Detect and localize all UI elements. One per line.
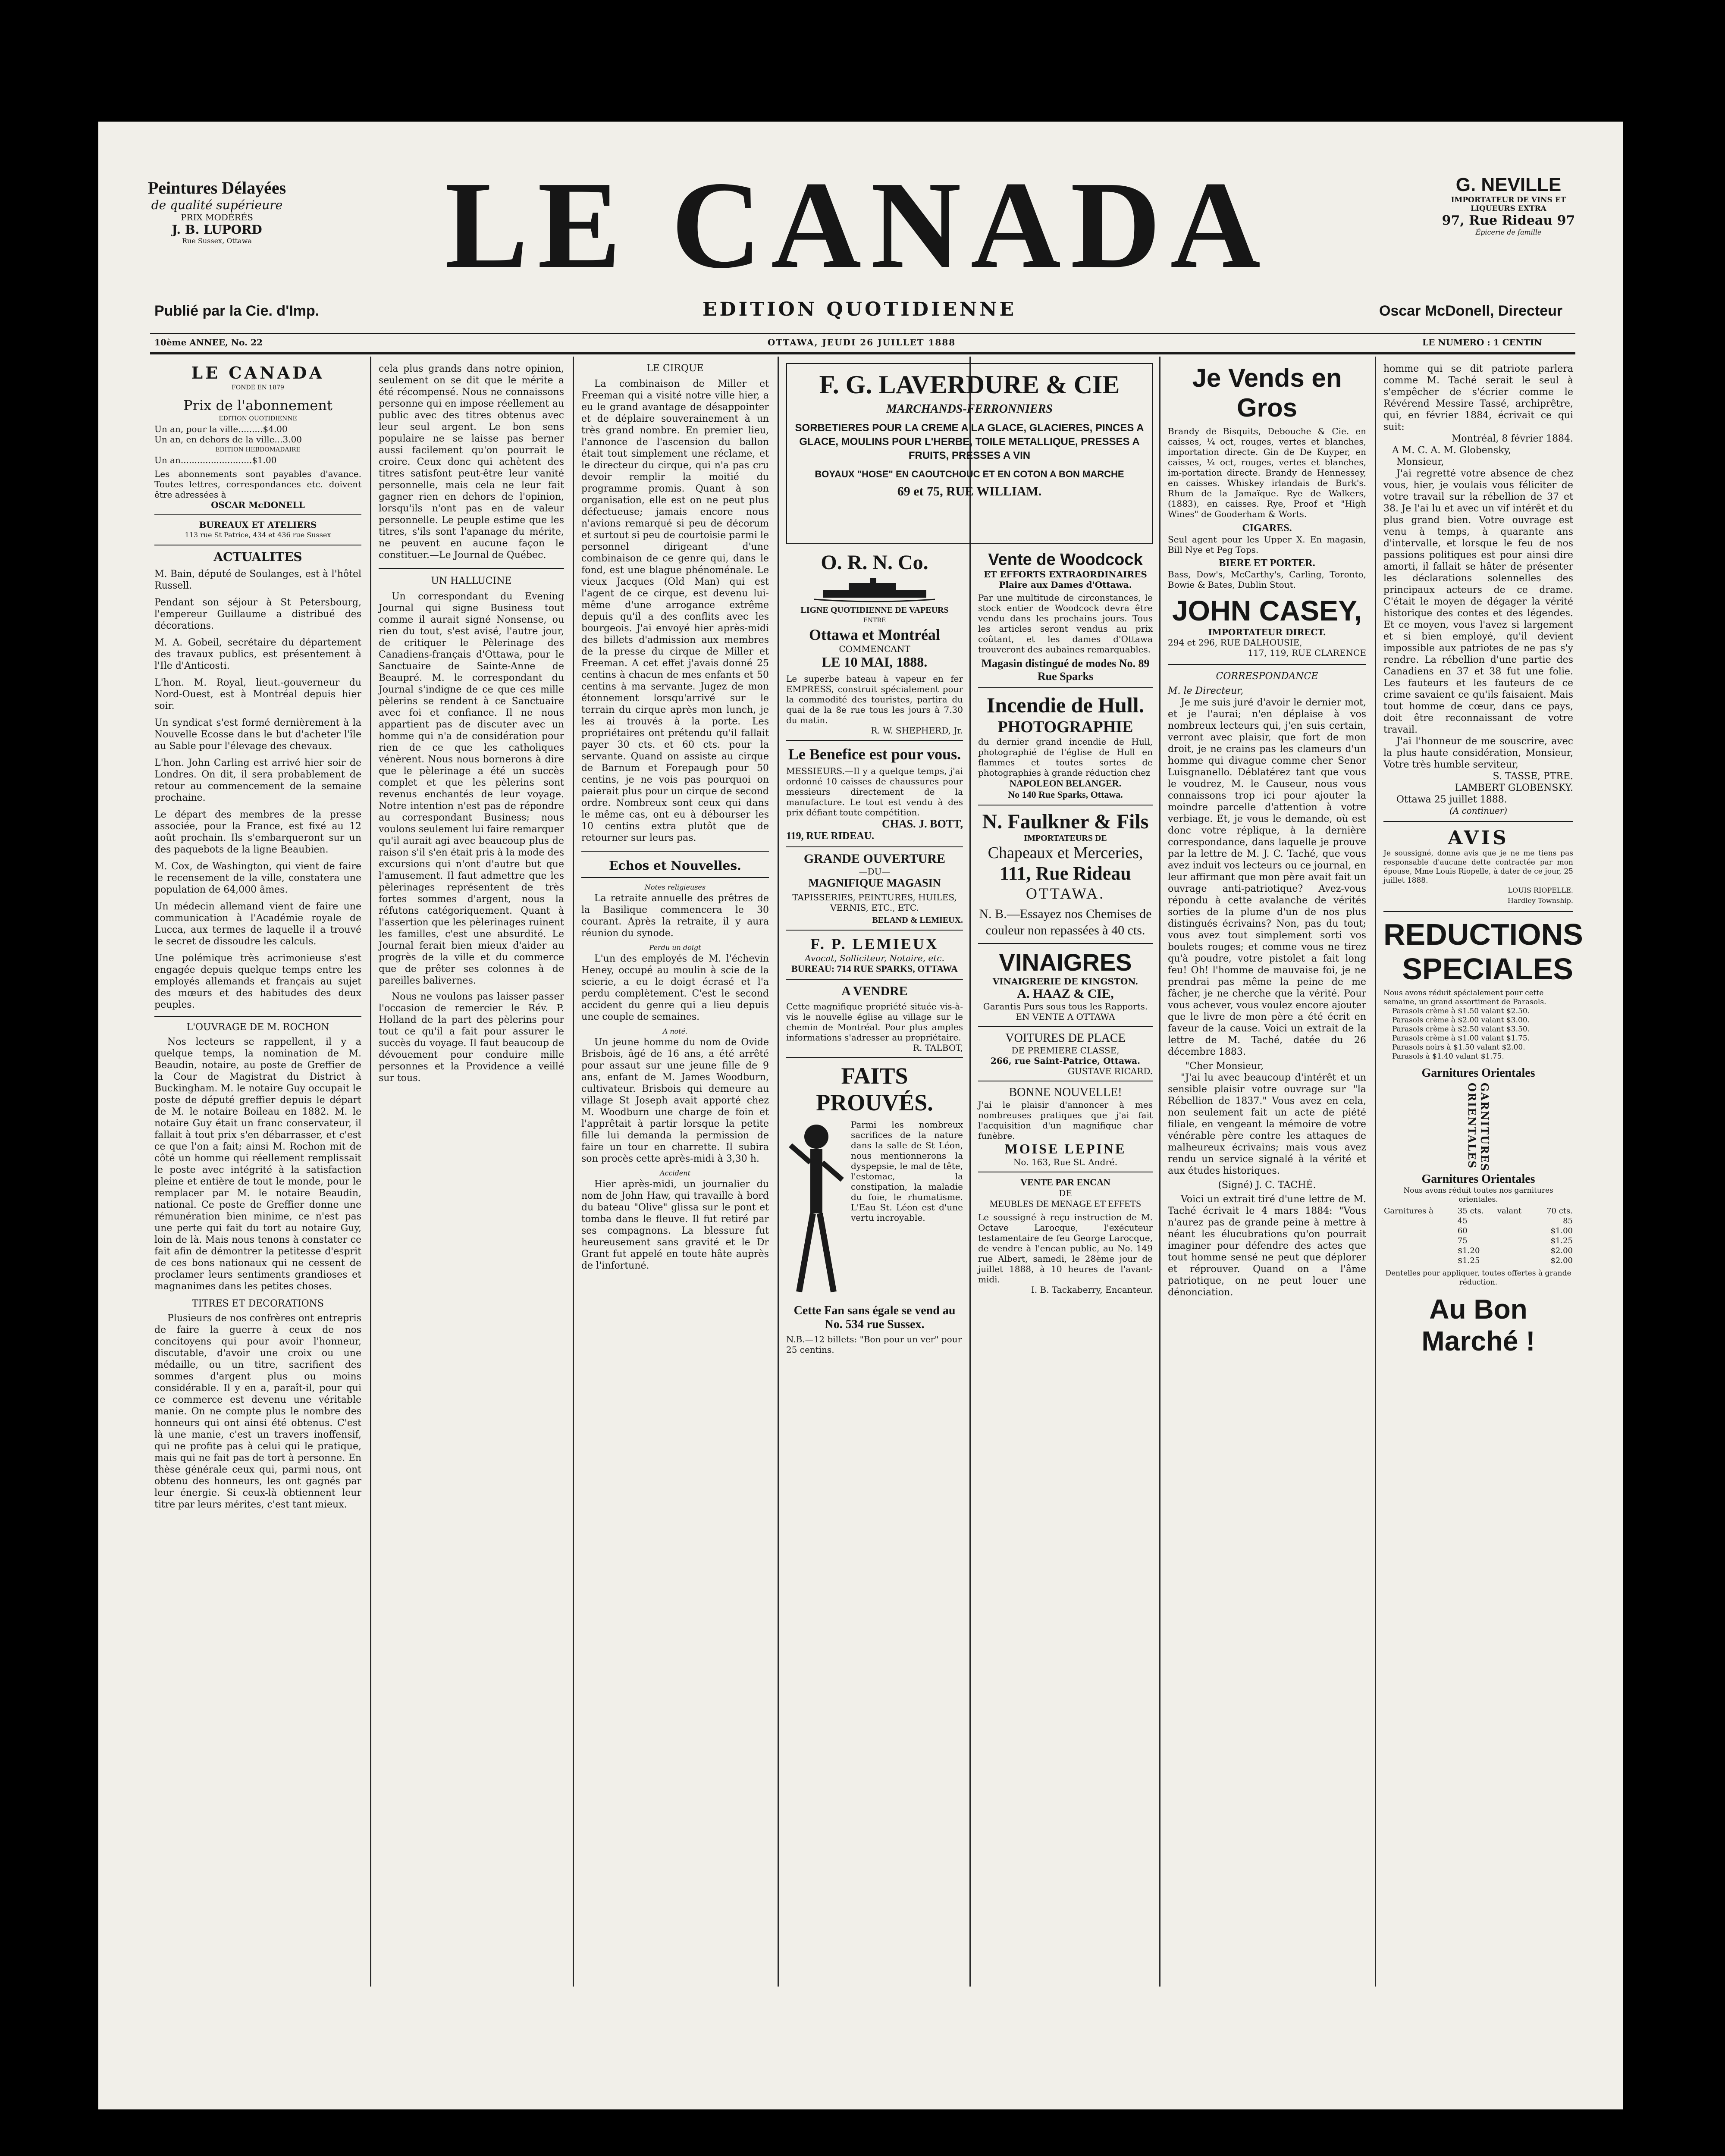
letter-recipient: A M. C. A. M. Globensky, (1392, 445, 1512, 456)
ad-title: F. P. LEMIEUX (810, 935, 939, 953)
ad-text: Chapeaux et Merceries, (988, 844, 1143, 862)
section-rule (786, 930, 963, 931)
section-rule (1383, 821, 1573, 822)
letter-signature: LAMBERT GLOBENSKY. (1455, 783, 1573, 793)
article-title: L'OUVRAGE DE M. ROCHON (186, 1022, 329, 1033)
ad-title: SPECIALES (1402, 952, 1573, 986)
masthead-rule (150, 333, 1575, 334)
column-3 (581, 363, 769, 1272)
ad-text: Magasin distingué de modes No. 89 Rue Sparks (981, 657, 1150, 683)
subsection-title: A noté. (662, 1027, 688, 1035)
article-body: Nos lecteurs se rappellent, il y a quelque temps, la nomination de M. Beaudin, notaire, au poste de Greffier de la Cour de Magistrat du District à Buckingham. M. le notaire Guy occupait le poste de député greffier depuis le départ de M. le notaire Boileau en 1882. M. le notaire Guy était un franc conservateur, il fallait à tout prix s'en débarrasser, et c'est ce que l'on a fait; ainsi M. Rochon mit de côté un homme qui réellement remplissait le poste avec intégrité à la satisfaction pleine et entière de tout le monde, pour le remplacer par M. le notaire Beaudin, national. Ce poste de Greffier donne une rémunération bien minime, ce n'est pas une perte qui fait du tort au notaire Guy, loin de là. Mais nous tenons à constater ce fait afin de démontrer la petitesse d'esprit de ces bons nationaux qui ne cessent de proclamer leurs sentiments grandioses et magnanimes dans les petites choses. (154, 1037, 361, 1292)
newspaper-page (98, 122, 1623, 2109)
ad-subtitle: Garnitures Orientales (1421, 1066, 1535, 1080)
article-body: Hier après-midi, un journalier du nom de John Haw, qui travaille à bord du bateau "Olive" glissa sur le pont et tomba dans le fleuve. Il fut retiré par ses compagnons. La blessure fut heureusement sans gravité et le Dr Grant fut appelé en toute hâte auprès de l'infortuné. (581, 1179, 769, 1271)
ad-address: 266, rue Saint-Patrice, Ottawa. (990, 1056, 1141, 1066)
column-1 (154, 363, 361, 1510)
table-cell: $1.00 (1550, 1226, 1573, 1235)
news-item: L'hon. M. Royal, lieut.-gouverneur du Nord-Ouest, est à Montréal depuis hier soir. (154, 677, 361, 711)
addressee: OSCAR McDONELL (211, 500, 305, 510)
letter-date: Ottawa 25 juillet 1888. (1396, 794, 1507, 805)
table-cell (1383, 1246, 1457, 1256)
quote-signature: (Signé) J. C. TACHÉ. (1218, 1180, 1316, 1191)
issue-price: LE NUMERO : 1 CENTIN (1422, 337, 1542, 348)
ad-subtitle: Garnitures Orientales (1421, 1172, 1535, 1186)
vertical-heading: GARNITURES ORIENTALES (1466, 1083, 1491, 1172)
table-row (1383, 1236, 1573, 1246)
box-title: LE CANADA (191, 363, 325, 382)
quote-body: "J'ai lu avec beaucoup d'intérêt et un sensible plaisir votre ouvrage sur "la Rébellion de 1837." Vous avez en cela, non seulement fait un acte de piété filiale, en vengeant la mémoire de votre vénérable père contre les attaques de malheureux écrivains; mais vous avez rendu un service signalé à la vérité et aux études historiques. (1168, 1072, 1366, 1176)
ad-address: 294 et 296, RUE DALHOUSIE, (1168, 637, 1302, 648)
table-cell (1497, 1256, 1534, 1266)
ad-title: BONNE NOUVELLE! (1009, 1086, 1122, 1099)
ad-body: Nous avons réduit toutes nos garnitures orientales. (1403, 1186, 1553, 1204)
ad-subtitle: MAGNIFIQUE MAGASIN (808, 877, 941, 889)
ad-subtitle: DE PREMIERE CLASSE, (1011, 1045, 1120, 1056)
ad-route: Ottawa et Montréal (809, 626, 940, 643)
ad-address: No. 163, Rue St. André. (1013, 1157, 1118, 1167)
avis-title: AVIS (1448, 827, 1509, 849)
ad-body: J'ai le plaisir d'annoncer à mes nombreuses pratiques que j'ai fait l'acquisition d'un magnifique char funèbre. (978, 1100, 1153, 1141)
ad-body: Bass, Dow's, McCarthy's, Carling, Toronto, Bowie & Bates, Dublin Stout. (1168, 569, 1366, 590)
article-title: LE CIRQUE (646, 363, 704, 374)
ad-address: 117, 119, RUE CLARENCE (1248, 648, 1366, 658)
table-cell (1383, 1226, 1457, 1236)
section-rule (786, 846, 963, 847)
column-divider (778, 357, 779, 1987)
news-item: Une polémique très acrimonieuse s'est engagée depuis quelque temps entre les employés allemands et français au sujet des mœurs et des habitudes des deux peuples. (154, 953, 361, 1010)
ad-title: Incendie de Hull. (986, 693, 1145, 717)
ad-city: OTTAWA. (1026, 885, 1105, 902)
article-body: homme qui se dit patriote parlera comme M. Taché serait le seul à s'empêcher de s'écrier comme le Révérend Messire Tassé, archiprêtre, qui, en février 1884, écrivait ce qui suit: (1383, 364, 1573, 432)
table-row (1383, 1256, 1573, 1266)
price-line: Parasols crème à $2.50 valant $3.50. (1392, 1025, 1530, 1034)
ad-signature: GUSTAVE RICARD. (1067, 1066, 1153, 1076)
table-cell (1383, 1236, 1457, 1246)
news-item: M. A. Gobeil, secrétaire du département des travaux publics, est présentement à l'Ile d'Anticosti. (154, 637, 361, 671)
ad-body: Seul agent pour les Upper X. En magasin, Bill Nye et Peg Tops. (1168, 534, 1366, 555)
section-title: Echos et Nouvelles. (609, 859, 741, 873)
news-item: Un syndicat s'est formé dernièrement à la Nouvelle Ecosse dans le but d'acheter l'île au Sable pour l'élevage des chevaux. (154, 718, 361, 752)
letter-signature: S. TASSE, PTRE. (1493, 771, 1573, 782)
ad-subtitle: ET EFFORTS EXTRAORDINAIRES (984, 569, 1147, 580)
section-rule (1168, 664, 1366, 665)
ad-title: Vente de Woodcock (988, 551, 1143, 569)
article-title: UN HALLUCINE (431, 576, 512, 586)
column-5 (978, 551, 1153, 1295)
section-rule (154, 514, 361, 515)
avis-place: Hardley Township. (1507, 896, 1573, 905)
steamboat-icon (810, 577, 939, 603)
edition-line: EDITION QUOTIDIENNE (702, 298, 1017, 320)
left-ad-line: Peintures Délayées (147, 178, 286, 197)
ad-name: CHAS. J. BOTT, (881, 818, 963, 830)
ad-date: LE 10 MAI, 1888. (822, 654, 928, 670)
left-ad-line: PRIX MODÉRÉS (181, 212, 253, 222)
article-body: Nous ne voulons pas laisser passer l'occasion de remercier le Rév. P. Holland de la part des pèlerins pour tout ce qu'il a fait pour assurer le succès du voyage. Il faut beaucoup de dévouement pour conduire mille personnes et la Providence a veillé sur tous. (379, 991, 564, 1084)
ad-body: Par une multitude de circonstances, le stock entier de Woodcock devra être vendu dans les prochains jours. Tous les articles seront vendus au prix coûtant, et les dames d'Ottawa trouveront des aubaines remarquables. (978, 592, 1153, 655)
ad-address: 111, Rue Rideau (1000, 863, 1131, 884)
price-line: Parasols crème à $1.50 valant $2.50. (1392, 1007, 1530, 1015)
article-body: Je me suis juré d'avoir le dernier mot, et je l'aurai; n'en déplaise à vos nombreux lecteurs qui, j'en suis certain, verront avec plaisir, que fort de mon droit, je ne crains pas les clameurs d'un homme qui divague comme cher Senor Luisgnanello. Déblatérez tant que vous le voudrez, M. le Causeur, nous vous connaissons trop ici pour ajouter la moindre parcelle d'attention à votre verbiage. Et, je vous le demande, où est donc votre réplique, à la dernière correspondance, dans laquelle je prouve par la lettre de M. J. C. Taché, que vous avez induit vos lecteurs ou ce journal, en leur affirmant que mon père avait fait un ouvrage anti-patriotique? Avez-vous répondu à cette avalanche de vérités sorties de la plume d'un de nos plus distingués écrivains? Non, pas du tout; vous avez tout simplement sorti vos boulets rouges; et comme vous ne tirez qu'à poudre, votre pistolet a fait long feu! Oh! l'homme de mauvaise foi, je ne prendrai pas même la peine de me fâcher, je ne cherche que la vérité. Pour vous achever, vous voulez encore ajouter que le livre de mon père a été écrit en faveur de la cause. Voici un extrait de la lettre de M. Taché, datée du 26 décembre 1883. (1168, 697, 1366, 1057)
right-ad-line: Épicerie de famille (1475, 228, 1542, 236)
ad-subtitle: BIERE ET PORTER. (1219, 558, 1315, 569)
ad-text: —DU— (859, 866, 891, 877)
ad-subtitle: VINAIGRERIE DE KINGSTON. (992, 976, 1138, 987)
letter-salutation: M. le Directeur, (1168, 686, 1244, 696)
continued-note: (A continuer) (1449, 805, 1508, 816)
table-cell: 60 (1457, 1226, 1468, 1235)
right-ad-line: G. NEVILLE (1455, 174, 1562, 195)
ad-subtitle: Plaire aux Dames d'Ottawa. (999, 580, 1132, 590)
price-line: Parasols crème à $2.00 valant $3.00. (1392, 1016, 1530, 1025)
table-cell: 75 (1457, 1236, 1468, 1245)
article-body: Un correspondant du Evening Journal qui signe Business tout comme il aurait signé Nonsense, ou rien du tout, s'est avisé, l'autre jour, de critiquer le Pèlerinage des Canadiens-français d'Ottawa, pour le Sanctuaire de Sainte-Anne de Beaupré. M. le correspondant du Journal s'indigne de ce que ces mille pèlerins se rendent à ce Sanctuaire avec foi et confiance. Il ne nous appartient pas de discuter avec un homme qui n'a de considération pour rien de ce que les catholiques vénèrent. Nous nous bornerons à dire que le pèlerinage a été un succès complet et que les pèlerins sont revenus enchantés de leur voyage. Notre intention n'est pas de répondre au correspondant Business; nous voulons seulement lui faire remarquer qu'il aurait agi avec beaucoup plus de raison s'il s'en était pris à la mode des excursions qui n'ont d'autre but que l'amusement. Il faut admettre que les pèlerinages représentent de très fortes sommes d'argent, nous la réfutons catégoriquement. Quant à l'assertion que les pèlerinages ruinent les familles, c'est une absurdité. Le Journal ferait bien mieux d'aider au progrès de la ville et du commerce que de prêter ses colonnes à de pareilles balivernes. (379, 591, 564, 986)
issue-number: 10ème ANNEE, No. 22 (154, 337, 263, 348)
table-cell (1497, 1216, 1534, 1226)
news-item: Le départ des membres de la presse associée, pour la France, est fixé au 12 août prochain. Ils s'embarqueront sur un des paquebots de la ligne Beaubien. (154, 809, 361, 855)
ad-subtitle: CIGARES. (1242, 523, 1292, 534)
right-ad-line: IMPORTATEUR DE VINS ET (1451, 196, 1566, 204)
news-item: M. Bain, député de Soulanges, est à l'hôtel Russell. (154, 569, 361, 591)
ad-text: BOYAUX "HOSE" EN CAOUTCHOUC ET EN COTON A BON MARCHE (815, 469, 1124, 479)
article-title: TITRES ET DECORATIONS (192, 1298, 324, 1309)
ad-text: TAPISSERIES, PEINTURES, HUILES, VERNIS, ETC., ETC. (792, 892, 957, 913)
ad-signature: BELAND & LEMIEUX. (872, 915, 963, 925)
ad-name: NAPOLEON BELANGER. (1009, 778, 1122, 789)
table-cell: 70 cts. (1546, 1206, 1573, 1216)
subscription-line: Un an, pour la ville.........$4.00 (154, 424, 288, 434)
subsection-title: Notes religieuses (644, 883, 706, 891)
dateline-rule (150, 352, 1575, 354)
actualites-title: ACTUALITES (213, 550, 302, 564)
left-ad-line: J. B. LUPORD (172, 222, 262, 237)
ad-body: Cette magnifique propriété située vis-à-vis le nouvelle église au village sur le chemin de Montréal. Pour plus amples informations s'adresser au propriétaire. (786, 1001, 963, 1043)
news-item: Un médecin allemand vient de faire une communication à l'Académie royale de Lucca, aux termes de laquelle il a trouvé le secret de dissoudre les calculs. (154, 901, 361, 947)
ad-subtitle: MEUBLES DE MENAGE ET EFFETS (989, 1198, 1142, 1209)
ad-title: O. R. N. Co. (821, 551, 928, 574)
masthead-left-ad (146, 178, 288, 245)
column-2 (379, 363, 564, 1084)
letter-body: J'ai regretté votre absence de chez vous, hier, je voulais vous féliciter de votre travail sur la rébellion de 37 et 38. Je l'ai lu et avec un vif intérêt et du plus grand bien. Votre ouvrage est venu à temps, à quarante ans d'intervalle, et lorsque le feu de nos passions politiques est pour ainsi dire amorti, il fallait se hâter de présenter les déclarations solennelles des principaux acteurs de ce drame. C'était le moyen de dégager la vérité historique des contes et des légendes. Et ce moyen, vous l'avez si largement et si bien employé, qu'il devient impossible aux patriotes de ne pas s'y rendre. La rébellion d'une partie des Canadiens en 37 et 38 fut une folie. Les fauteurs et les fauteurs de ce crime savaient ce qu'ils faisaient. Mais tout homme de cœur, dans ce pays, doit être reconnaissant de votre travail. (1383, 468, 1573, 735)
ad-body: du dernier grand incendie de Hull, photographié de l'église de Hull en flammes et toutes sortes de photographies à grande réduction chez (978, 736, 1153, 778)
table-cell (1497, 1246, 1534, 1256)
price-line: Parasols à $1.40 valant $1.75. (1392, 1052, 1504, 1061)
ad-text: COMMENCANT (839, 644, 910, 654)
ad-title: VOITURES DE PLACE (1005, 1031, 1126, 1045)
price-line: Parasols crème à $1.00 valant $1.75. (1392, 1034, 1530, 1043)
table-cell (1497, 1236, 1534, 1246)
ad-title: A VENDRE (841, 984, 908, 998)
ad-text: DE (1059, 1188, 1072, 1198)
ad-signature: I. B. Tackaberry, Encanteur. (1031, 1285, 1153, 1295)
quote-title: "Cher Monsieur, (1185, 1061, 1264, 1072)
ad-subtitle: LIGNE QUOTIDIENNE DE VAPEURS (800, 605, 949, 615)
ad-laverdure (786, 363, 1153, 544)
ad-subtitle: IMPORTATEURS DE (1024, 834, 1107, 843)
ad-subtitle: MARCHANDS-FERRONNIERS (886, 402, 1053, 416)
section-rule (978, 687, 1153, 688)
article-body: La retraite annuelle des prêtres de la Basilique commencera le 30 courant. Après la retraite, il y aura réunion du synode. (581, 893, 769, 939)
letter-date: Montréal, 8 février 1884. (1451, 433, 1573, 444)
left-ad-line: de qualité supérieure (151, 198, 283, 212)
table-cell (1383, 1256, 1457, 1266)
ad-title: GRANDE OUVERTURE (803, 852, 946, 866)
ad-name: MOISE LEPINE (1004, 1141, 1126, 1156)
news-item: Pendant son séjour à St Petersbourg, l'empereur Guillaume a distribué des décorations. (154, 597, 361, 631)
ad-body: MESSIEURS.—Il y a quelque temps, j'ai ordonné 10 caisses de chaussures pour messieurs directement de la manufacture. Le tout est vendu à des prix défiant toute compétition. (786, 766, 963, 818)
ad-name: JOHN CASEY, (1172, 595, 1362, 627)
masthead-title: LE CANADA (445, 156, 1270, 294)
dancing-figure-icon (786, 1119, 847, 1300)
section-rule (581, 877, 769, 878)
table-cell: 35 cts. (1457, 1206, 1484, 1216)
subscription-line: Un an, en dehors de la ville...3.00 (154, 434, 302, 445)
ad-address: No 140 Rue Sparks, Ottawa. (1008, 789, 1123, 800)
column-4 (786, 551, 963, 1355)
article-title: CORRESPONDANCE (1216, 671, 1318, 682)
table-cell: $1.20 (1457, 1246, 1480, 1255)
table-cell: valant (1497, 1206, 1522, 1216)
ad-text: N.B.—12 billets: "Bon pour un ver" pour 25 centins. (786, 1334, 962, 1355)
subscription-notice: Les abonnements sont payables d'avance. Toutes lettres, correspondances etc. doivent être adressées à (154, 469, 361, 500)
ad-title: N. Faulkner & Fils (982, 810, 1149, 833)
box-subtitle: FONDÉ EN 1879 (232, 384, 284, 391)
director-line: Oscar McDonell, Directeur (1379, 303, 1563, 319)
table-cell: 45 (1457, 1216, 1468, 1225)
ad-title: REDUCTIONS (1383, 918, 1583, 951)
right-ad-line: 97, Rue Rideau 97 (1442, 213, 1575, 228)
table-row (1383, 1226, 1573, 1236)
column-divider (370, 357, 371, 1987)
offices-title: BUREAUX ET ATELIERS (199, 520, 317, 530)
ad-body: Brandy de Bisquits, Debouche & Cie. en caisses, ¼ oct, rouges, vertes et blanches, importation directe. Gin de De Kuyper, en caisses, ¼ oct, rouges, vertes et blanches, im-portation directe. Brandy de Hennessey, en caisses. Whiskey irlandais de Burk's. Rhum de la Jamaïque. Rye de Walkers, (1883), en caisses. Rye, Proof et "High Wines" de Gooderham & Worts. (1168, 426, 1366, 519)
section-rule (581, 851, 769, 852)
article-body: Voici un extrait tiré d'une lettre de M. Taché écrivait le 4 mars 1884: "Vous n'aurez pas de grande peine à mettre à néant les élucubrations qu'on pourrait imaginer pour défendre des actes que tout homme sensé ne peut que déplorer et réprouver. Quand on a l'âme patriotique, on ne peut louer une dénonciation. (1168, 1194, 1366, 1298)
ad-address: BUREAU: 714 RUE SPARKS, OTTAWA (791, 963, 958, 974)
ad-text: Garantis Purs sous tous les Rapports. EN VENTE A OTTAWA (983, 1001, 1148, 1022)
ad-text: SORBETIERES POUR LA CREME A LA GLACE, GLACIERES, PINCES A GLACE, MOULINS POUR L'HERBE, TOILE METALLIQUE, PRESSES A FRUITS, PRESSES A VIN (795, 422, 1144, 461)
article-body: La combinaison de Miller et Freeman qui a visité notre ville hier, a eu le grand avantage de désappointer et de déplaire souverainement à un très grand nombre. En premier lieu, l'annonce de l'ascension du ballon était tout simplement une réclame, et le directeur du cirque, qui n'a pas cru devoir remplir la moitié du programme promis. Quant à son organisation, elle est on ne peut plus défectueuse; jamais encore nous n'avions remarqué si peu de décorum et surtout si peu de courtoisie parmi le personnel dirigeant d'une combinaison de ce genre qui, dans le fond, est une blague phénoménale. Le vieux Jacques (Old Man) qui est l'agent de ce cirque, est devenu lui-même d'une arrogance extrême depuis qu'il a des conflits avec les bourgeois. J'ai envoyé hier après-midi des billets d'admission aux membres de la presse du cirque de Miller et Freeman. A cet effet j'avais donné 25 centins à chacun de mes enfants et 50 centins à ma servante. Jugez de mon étonnement lorsqu'arrivé sur le terrain du cirque après mon lunch, je les ai trouvés à la porte. Les propriétaires ont prétendu qu'il fallait payer 30 cts. et 60 cts. pour la servante. Quand on assiste au cirque de Barnum et Forepaugh pour 50 centins, je ne vois pas pourquoi on paierait plus pour un cirque de second ordre. Nombreux sont ceux qui dans le même cas, ont eu à débourser les 10 centins extra plutôt que de retourner sur leurs pas. (581, 379, 769, 843)
column-6 (1168, 363, 1366, 1298)
ad-text: Avocat, Solliciteur, Notaire, etc. (805, 953, 944, 963)
news-item: M. Cox, de Washington, qui vient de faire le recensement de la ville, constatera une population de 64,000 âmes. (154, 861, 361, 895)
table-cell: Garnitures à (1384, 1206, 1433, 1216)
section-rule (786, 979, 963, 980)
ad-signature: R. W. SHEPHERD, Jr. (871, 725, 963, 736)
ad-address: 69 et 75, RUE WILLIAM. (897, 484, 1042, 498)
ad-signature: R. TALBOT, (913, 1043, 963, 1053)
ad-title: VENTE PAR ENCAN (1020, 1177, 1110, 1188)
article-body: L'un des employés de M. l'échevin Heney, occupé au moulin à scie de la scierie, a eu le doigt écrasé et l'a perdu complètement. C'est le second accident du genre qui a lieu depuis une couple de semaines. (581, 953, 769, 1022)
ad-body: Dentelles pour appliquer, toutes offertes à grande réduction. (1385, 1269, 1571, 1287)
ad-title: F. G. LAVERDURE & CIE (819, 370, 1120, 399)
ad-title: FAITS PROUVÉS. (816, 1063, 933, 1116)
subscription-line: Un an..........................$1.00 (154, 455, 277, 465)
ad-text: N. B.—Essayez nos Chemises de couleur non repassées à 40 cts. (979, 907, 1152, 937)
ad-body: Le soussigné à reçu instruction de M. Octave Larocque, l'exécuteur testamentaire de feu George Larocque, de vendre à l'encan public, au No. 149 rue Albert, samedi, le 28ème jour de juillet 1888, à 10 heures de l'avant-midi. (978, 1212, 1153, 1285)
ad-title: Au Bon Marché ! (1421, 1294, 1535, 1357)
section-rule (786, 740, 963, 741)
subsection-title: Accident (659, 1169, 691, 1177)
ad-address: 119, RUE RIDEAU. (786, 830, 875, 842)
table-cell: $1.25 (1457, 1256, 1480, 1265)
ad-subtitle: PHOTOGRAPHIE (997, 718, 1133, 736)
table-cell: $2.00 (1550, 1246, 1573, 1255)
article-body: Un jeune homme du nom de Ovide Brisbois, âgé de 16 ans, a été arrêté pour assaut sur une jeune fille de 9 ans, enfant de M. James Woodburn, cultivateur. Brisbois qui demeure au village St Joseph avait apporté chez M. Woodburn une charge de foin et l'apprêtait à partir lorsque la petite fille lui demanda la permission de faire un tour en charrette. Il subira son procès cette après-midi à 3,30 h. (581, 1037, 769, 1164)
right-ad-line: LIQUEURS EXTRA (1471, 204, 1546, 213)
letter-close: J'ai l'honneur de me souscrire, avec la plus haute considération, Monsieur, Votre très humble serviteur, (1383, 736, 1573, 770)
section-rule (379, 568, 564, 569)
avis-body: Je soussigné, donne avis que je ne me tiens pas responsable d'aucune dette contractée par mon épouse, Mme Louis Riopelle, à dater de ce jour, 25 juillet 1888. (1383, 849, 1573, 885)
section-rule (154, 1016, 361, 1017)
news-item: L'hon. John Carling est arrivé hier soir de Londres. On dit, il sera probablement de retour au commencement de la semaine prochaine. (154, 758, 361, 803)
column-divider (969, 357, 971, 1987)
ad-subtitle: IMPORTATEUR DIRECT. (1208, 627, 1326, 637)
price-table (1383, 1206, 1573, 1266)
column-divider (1375, 357, 1376, 1987)
ad-body: Nous avons réduit spécialement pour cette semaine, un grand assortiment de Parasols. (1383, 989, 1546, 1006)
ad-title: VINAIGRES (999, 949, 1132, 976)
subsection-title: Perdu un doigt (649, 943, 701, 952)
letter-salutation: Monsieur, (1396, 457, 1444, 467)
table-row (1383, 1206, 1573, 1216)
ad-title: Le Benefice est pour vous. (788, 746, 961, 763)
column-divider (573, 357, 574, 1987)
price-line: Parasols noirs à $1.50 valant $2.00. (1392, 1043, 1525, 1052)
table-cell: 85 (1563, 1216, 1573, 1225)
publisher-line: Publié par la Cie. d'Imp. (154, 303, 320, 319)
section-rule (786, 1057, 963, 1058)
ad-title: Cette Fan sans égale se vend au No. 534 rue Sussex. (794, 1304, 956, 1331)
section-rule (978, 943, 1153, 944)
table-cell: $2.00 (1550, 1256, 1573, 1265)
ad-title: Je Vends en Gros (1192, 364, 1342, 422)
masthead-right-ad (1427, 174, 1590, 236)
table-row (1383, 1216, 1573, 1226)
column-7 (1383, 363, 1583, 1357)
subscription-line: EDITION QUOTIDIENNE (219, 415, 297, 422)
section-rule (978, 1026, 1153, 1027)
offices-address: 113 rue St Patrice, 434 et 436 rue Sussex (185, 531, 331, 539)
table-cell (1497, 1226, 1534, 1236)
table-row (1383, 1246, 1573, 1256)
ad-body: Le superbe bateau à vapeur en fer EMPRESS, construit spécialement pour la commodité des touristes, partira du quai de la 8e rue tous les jours à 7.30 du matin. (786, 674, 963, 725)
avis-signature: LOUIS RIOPELLE. (1508, 886, 1573, 894)
ad-body: Parmi les nombreux sacrifices de la nature dans la salle de St Léon, nous mentionnerons la dyspepsie, le mal de tête, l'estomac, la constipation, la maladie du foie, le rhumatisme. L'Eau St. Léon est d'une vertu incroyable. (851, 1119, 963, 1223)
left-ad-line: Rue Sussex, Ottawa (182, 237, 252, 245)
ad-text: ENTRE (863, 617, 886, 624)
article-body: cela plus grands dans notre opinion, seulement on se dit que le mérite a été récompensé. Nous ne connaissons personne qui en impose réellement au public avec des titres obtenus avec leur seul argent. Le bon sens populaire ne se laisse pas berner aussi facilement qu'on pourrait le croire. Ceux donc qui achètent des titres satisfont peut-être leur vanité personnelle, mais cela ne leur fait gagner rien en dehors de l'opinion, lorsqu'ils n'ont pas en de valeur personnelle. Le peuple estime que les titres, s'ils sont l'apanage du mérite, ne peuvent en aucune façon le constituer.—Le Journal de Québec. (379, 364, 564, 561)
ad-name: A. HAAZ & CIE, (1017, 987, 1114, 1001)
issue-date: OTTAWA, JEUDI 26 JUILLET 1888 (767, 337, 956, 348)
column-divider (1159, 357, 1160, 1987)
section-rule (1383, 911, 1573, 912)
article-body: Plusieurs de nos confrères ont entrepris de faire la guerre à ceux de nos concitoyens qui pour avoir l'honneur, discutable, d'avoir une croix ou une médaille, ou un titre, sacrifient des sommes d'argent plus ou moins considérable. Il y en a, paraît-il, pour qui ce commerce est devenu une véritable manie. On ne compte plus le nombre des honneurs qui ont ainsi été obtenus. C'est là une manie, c'est un travers inoffensif, qui ne profite pas à celui qui le pratique, mais qui ne fait pas de tort à personne. En thèse générale ceux qui, parmi nous, ont obtenu des honneurs, les ont gagnés par leur énergie. Si ceux-là obtiennent leur titre par leurs mérites, c'est tant mieux. (154, 1313, 361, 1510)
table-cell: $1.25 (1550, 1236, 1573, 1245)
subscription-title: Prix de l'abonnement (183, 397, 332, 414)
table-cell (1383, 1216, 1457, 1226)
subscription-line: EDITION HEBDOMADAIRE (215, 446, 301, 453)
